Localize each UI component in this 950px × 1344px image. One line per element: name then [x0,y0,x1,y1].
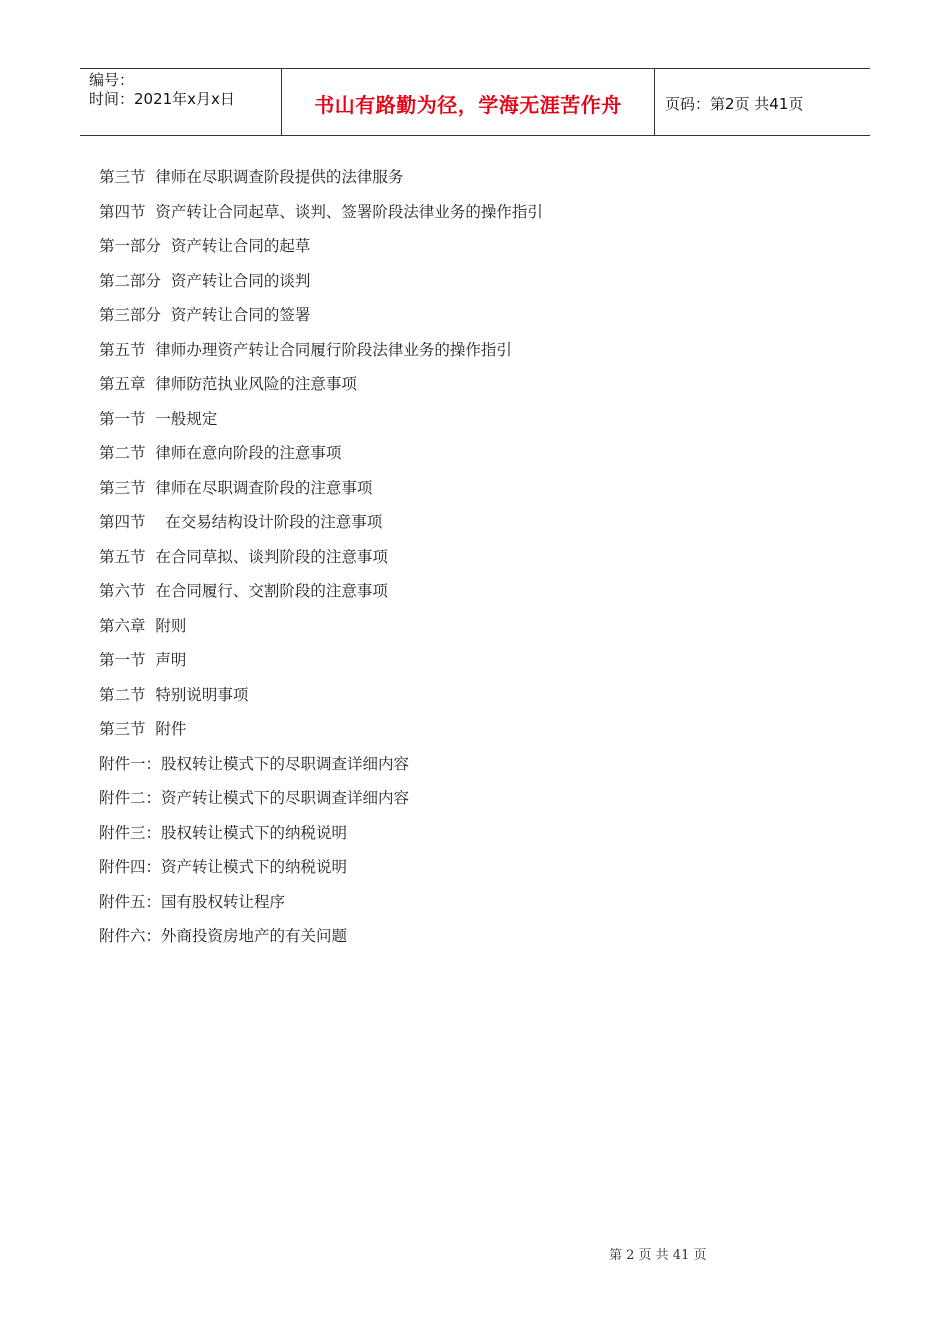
document-date: 时间：2021年x月x日 [89,90,235,108]
toc-item: 第三节 律师在尽职调查阶段的注意事项 [99,478,373,497]
toc-item: 第四节 资产转让合同起草、谈判、签署阶段法律业务的操作指引 [99,202,543,221]
toc-item: 第五节 律师办理资产转让合同履行阶段法律业务的操作指引 [99,340,512,359]
toc-item: 第二部分 资产转让合同的谈判 [99,271,311,290]
toc-item: 第五章 律师防范执业风险的注意事项 [99,375,357,393]
document-header [80,68,870,136]
toc-item: 第三部分 资产转让合同的签署 [99,306,311,324]
toc-item: 第一节 声明 [99,651,187,669]
toc-item: 附件四：资产转让模式下的纳税说明 [99,858,348,876]
toc-item: 第四节 在交易结构设计阶段的注意事项 [99,513,383,531]
page-footer: 第 2 页 共 41 页 [609,1248,707,1263]
toc-item: 附件三：股权转让模式下的纳税说明 [99,823,348,842]
toc-item: 第六节 在合同履行、交割阶段的注意事项 [99,582,388,600]
toc-item: 附件六：外商投资房地产的有关问题 [99,927,348,945]
toc-item: 第二节 特别说明事项 [99,685,249,704]
header-motto: 书山有路勤为径，学海无涯苦作舟 [282,69,655,135]
document-number-label: 编号： [89,71,135,89]
toc-item: 第一部分 资产转让合同的起草 [99,237,311,255]
toc-item: 附件一：股权转让模式下的尽职调查详细内容 [99,754,410,773]
toc-item: 附件五：国有股权转让程序 [99,892,286,911]
header-meta [80,69,282,135]
toc-item: 第三节 律师在尽职调查阶段提供的法律服务 [99,168,404,186]
toc-item: 第五节 在合同草拟、谈判阶段的注意事项 [99,547,388,566]
toc-item: 第一节 一般规定 [99,409,218,428]
toc-item: 第二节 律师在意向阶段的注意事项 [99,444,342,462]
header-page-info: 页码：第2页 共41页 [665,94,804,113]
toc-item: 附件二：资产转让模式下的尽职调查详细内容 [99,789,410,807]
table-of-contents [99,162,543,956]
toc-item: 第六章 附则 [99,616,187,635]
toc-item: 第三节 附件 [99,720,187,738]
